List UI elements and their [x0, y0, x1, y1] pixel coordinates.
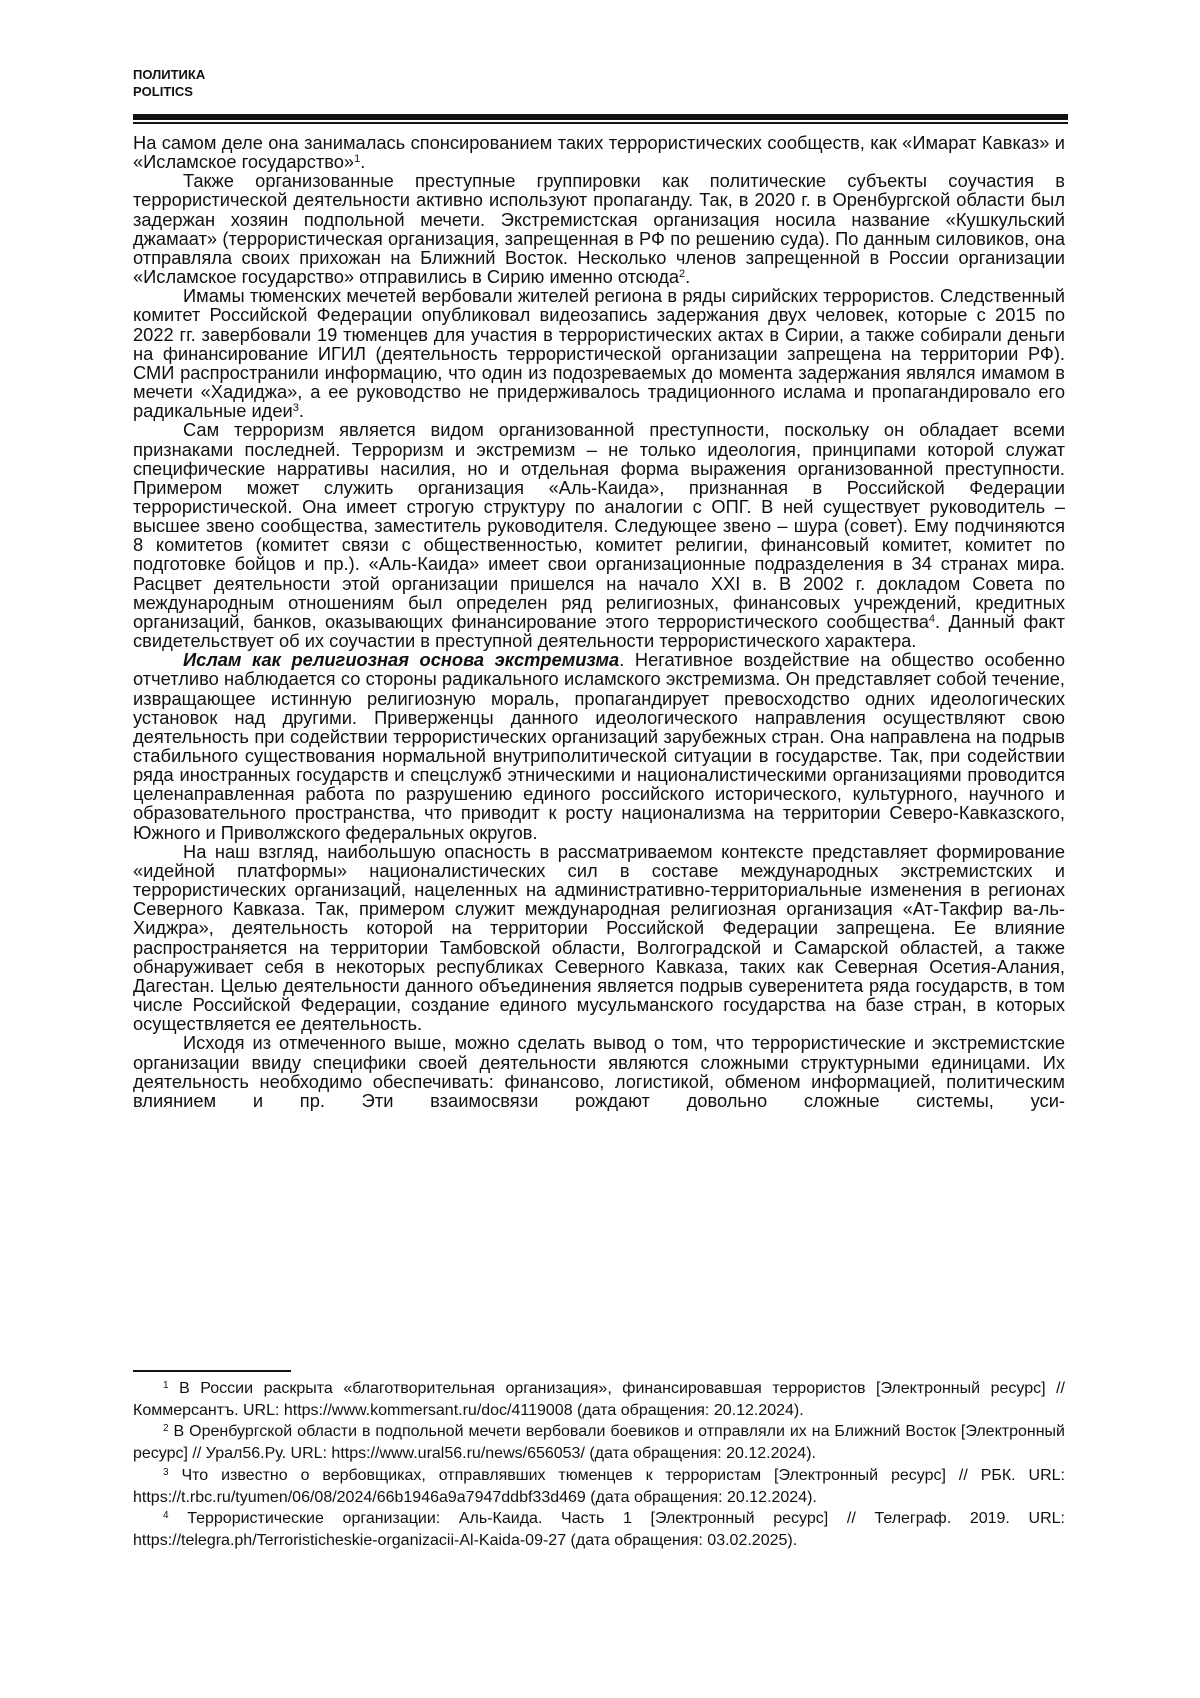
footnote-number: 1 — [163, 1380, 169, 1391]
section-name-en: POLITICS — [133, 84, 193, 99]
footnote — [133, 1465, 1065, 1508]
footnote-ref[interactable]: 1 — [354, 153, 361, 166]
footnote-text: Террористические организации: Аль-Каида. Часть 1 [Электронный ресурс] // Телеграф. 2019. URL: https://telegra.ph/Terroristicheskie-organizacii-Al-Kaida-09-27 (дата обращения: 03.02.2025). — [133, 1510, 1065, 1549]
paragraph — [133, 133, 1065, 171]
paragraph-text: . — [360, 151, 366, 173]
running-header — [133, 66, 205, 100]
footnote — [133, 1508, 1065, 1551]
paragraph — [133, 286, 1065, 420]
section-heading: Ислам как религиозная основа экстремизма — [183, 649, 620, 671]
paragraph — [133, 171, 1065, 286]
footnotes — [133, 1378, 1065, 1552]
footnote-ref[interactable]: 3 — [292, 402, 299, 415]
paragraph: Исходя из отмеченного выше, можно сделать вывод о том, что террористические и экстремистские организации ввиду специфики своей деятельности являются сложными структурными единицами. Их деятельность необходимо обеспечивать: финансово, логистикой, обменом информацией, политическим влиянием и пр. Эти взаимосвязи рождают довольно сложные системы, уси- — [133, 1032, 1065, 1111]
footnote-text: В России раскрыта «благотворительная организация», финансировавшая террористов [Электронный ресурс] // Коммерсантъ. URL: https://www.kommersant.ru/doc/4119008 (дата обращения: 20.12.2024). — [133, 1380, 1065, 1419]
paragraph-text: Сам терроризм является видом организованной преступности, поскольку он обладает всеми признаками последней. Терроризм и экстремизм – не только идеология, принципами которой служат специфические нарративы насилия, но и отдельная форма выражения организованной преступности. Примером может служить организация «Аль-Каида», признанная в Российской Федерации террористической. Она имеет строгую структуру по аналогии с ОПГ. В ней существует руководитель – высшее звено сообщества, заместитель руководителя. Следующее звено – шура (совет). Ему подчиняются 8 комитетов (комитет связи с общественностью, комитет религии, финансовый комитет, комитет по подготовке бойцов и пр.). «Аль-Каида» имеет свои организационные подразделения в 34 странах мира. Расцвет деятельности этой организации пришелся на начало XXI в. В 2002 г. докладом Совета по международным отношениям был определен ряд религиозных, финансовых учреждений, кредитных организаций, банков, оказывающих финансирование этого террористического сообщества — [133, 419, 1065, 632]
footnote — [133, 1378, 1065, 1421]
footnote-separator — [133, 1370, 291, 1372]
paragraph-text: . — [685, 266, 691, 288]
section-paragraph — [133, 650, 1065, 842]
footnote-number: 3 — [163, 1466, 169, 1478]
paragraph — [133, 420, 1065, 650]
paragraph-text: Также организованные преступные группировки как политические субъекты соучастия в террористической деятельности активно используют пропаганду. Так, в 2020 г. в Оренбургской области был задержан хозяин подпольной мечети. Экстремистская организация носила название «Кушкульский джамаат» (террористическая организация, запрещенная в РФ по решению суда). По данным силовиков, она отправляла своих прихожан на Ближний Восток. Несколько членов запрещенной в России организации «Исламское государство» отправились в Сирию именно отсюда — [133, 170, 1065, 288]
paragraph-text: На самом деле она занималась спонсированием таких террористических сообществ, как «Имарат Кавказ» и «Исламское государство» — [133, 132, 1065, 173]
article-body — [133, 133, 1065, 1110]
paragraph-text: Имамы тюменских мечетей вербовали жителей региона в ряды сирийских террористов. Следственный комитет Российской Федерации опубликовал видеозапись задержания двух человек, которые с 2015 по 2022 гг. завербовали 19 тюменцев для участия в террористических актах в Сирии, а также собирали деньги на финансирование ИГИЛ (деятельность террористической организации запрещена на территории РФ). СМИ распространили информацию, что один из подозреваемых до момента задержания являлся имамом в мечети «Хадиджа», а ее руководство не придерживалось традиционного ислама и пропагандировало его радикальные идеи — [133, 285, 1065, 422]
header-rule-thick — [133, 114, 1068, 120]
footnote-number: 2 — [163, 1423, 169, 1435]
section-name-ru: ПОЛИТИКА — [133, 67, 206, 82]
paragraph-text: . Негативное воздействие на общество особенно отчетливо наблюдается со стороны радикального исламского экстремизма. Он представляет собой течение, извращающее истинную религиозную мораль, пропагандирует превосходство одних идеологических установок над другими. Приверженцы данного идеологического направления осуществляют свою деятельность при содействии террористических организаций зарубежных стран. Она направлена на подрыв стабильного существования нормальной внутриполитической ситуации в государстве. Так, при содействии ряда иностранных государств и спецслужб этническими и националистическими организациями проводится целенаправленная работа по разрушению единого российского исторического, культурного, научного и образовательного пространства, что приводит к росту национализма на территории Северо-Кавказского, Южного и Приволжского федеральных округов. — [133, 649, 1065, 843]
footnote-number: 4 — [163, 1510, 169, 1522]
paragraph-text: . — [298, 400, 304, 422]
paragraph-text: . Данный факт свидетельствует об их соучастии в преступной деятельности террористического характера. — [133, 610, 1065, 652]
footnote-ref[interactable]: 2 — [679, 268, 686, 281]
footnote-ref[interactable]: 4 — [928, 612, 936, 625]
footnote-text: Что известно о вербовщиках, отправлявших тюменцев к террористам [Электронный ресурс] // РБК. URL: https://t.rbc.ru/tyumen/06/08/2024/66b1946a9a7947ddbf33d469 (дата обращения: 20.12.2024). — [133, 1466, 1065, 1506]
paragraph: На наш взгляд, наибольшую опасность в рассматриваемом контексте представляет формирование «идейной платформы» националистических сил в составе международных экстремистских и террористических организаций, нацеленных на административно-территориальные изменения в регионах Северного Кавказа. Так, примером служит международная религиозная организация «Ат-Такфир ва-ль-Хиджра», деятельность которой на территории Российской Федерации запрещена. Ее влияние распространяется на территории Тамбовской области, Волгоградской и Самарской областей, а также обнаруживает себя в некоторых республиках Северного Кавказа, таких как Северная Осетия-Алания, Дагестан. Целью деятельности данного объединения является подрыв суверенитета ряда государств, в том числе Российской Федерации, создание единого мусульманского государства на базе стран, в которых осуществляется ее деятельность. — [133, 840, 1065, 1035]
footnote-text: В Оренбургской области в подпольной мечети вербовали боевиков и отправляли их на Ближний Восток [Электронный ресурс] // Урал56.Ру. URL: https://www.ural56.ru/news/656053/ (дата обращения: 20.12.2024). — [133, 1423, 1065, 1463]
footnote — [133, 1421, 1065, 1464]
header-rule-thin — [133, 122, 1068, 124]
